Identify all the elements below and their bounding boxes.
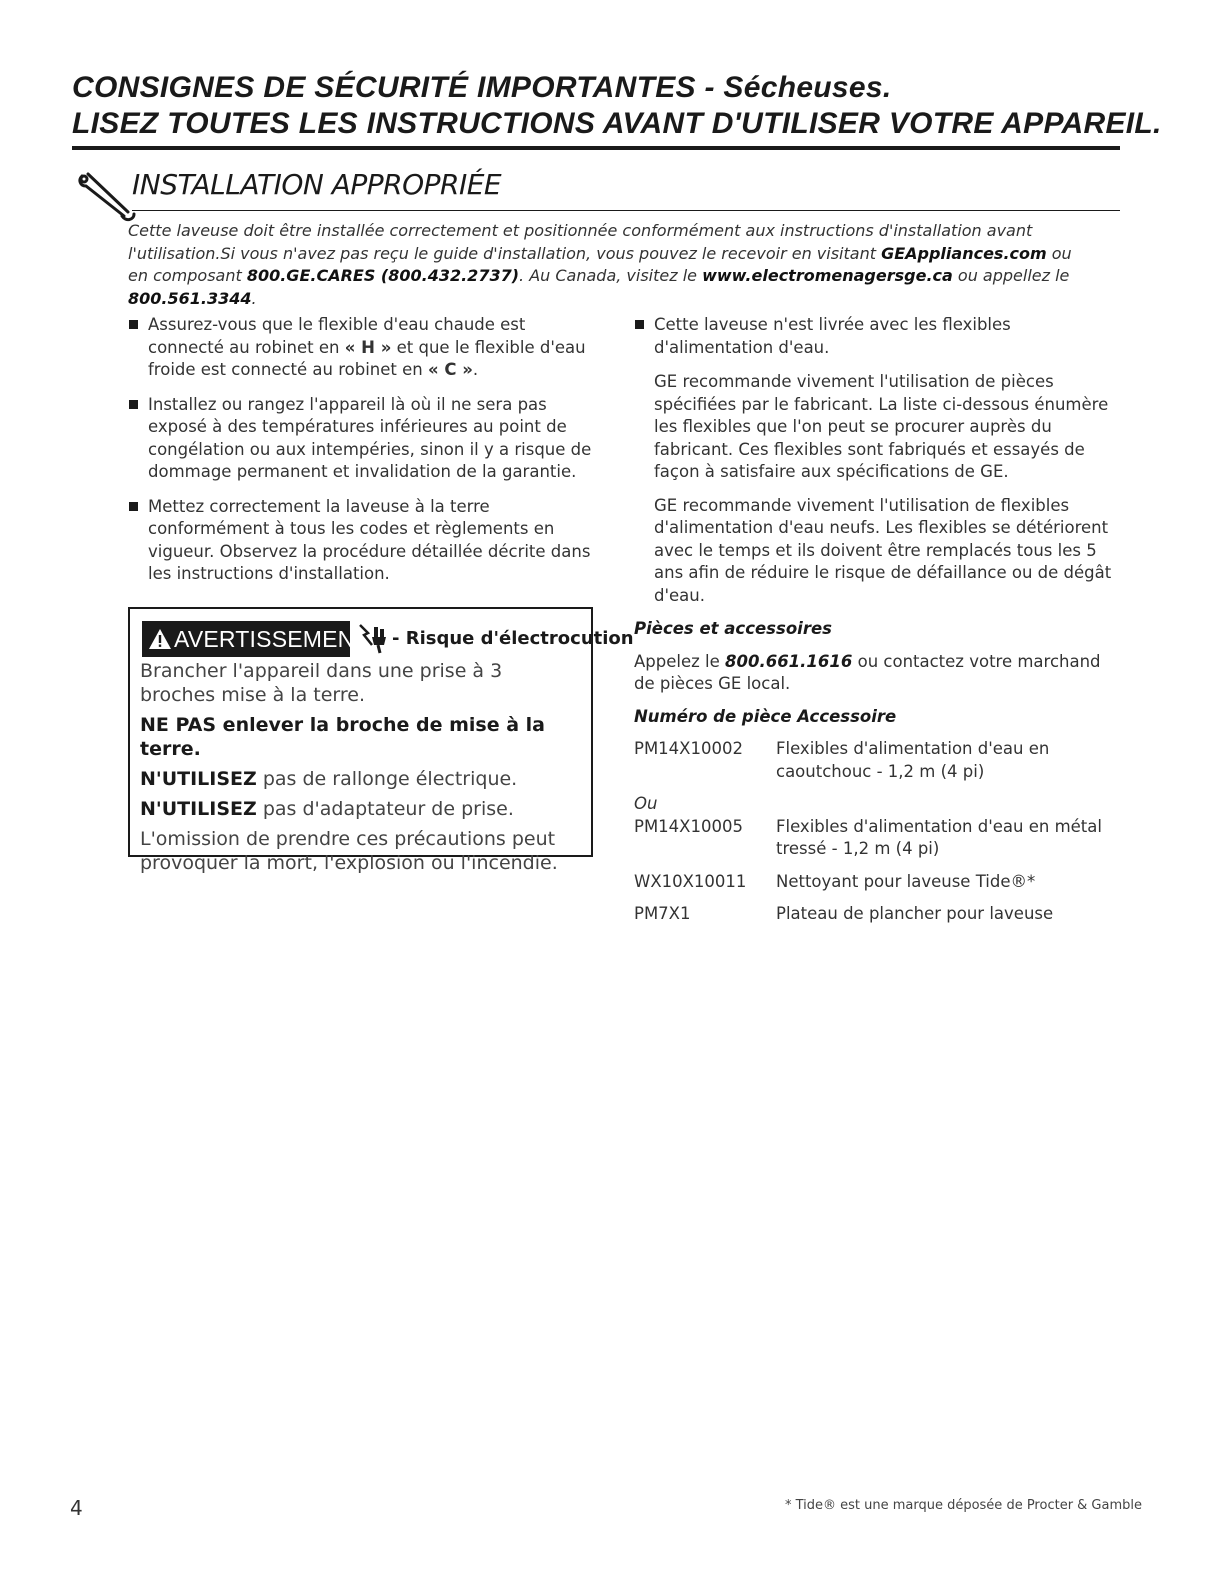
warning-triangle-icon bbox=[148, 628, 172, 650]
canada-website-link[interactable]: www.electromenagersge.ca bbox=[702, 266, 953, 285]
table-row bbox=[634, 793, 1120, 816]
parts-heading: Pièces et accessoires bbox=[634, 619, 832, 638]
bullet-text: Cette laveuse n'est livrée avec les flexibles d'alimentation d'eau. bbox=[654, 315, 1011, 357]
warning-body bbox=[140, 659, 580, 875]
page-number: 4 bbox=[70, 1496, 83, 1520]
part-number: WX10X10011 bbox=[634, 871, 747, 891]
paragraph: GE recommande vivement l'utilisation de pièces spécifiées par le fabricant. La liste ci-dessous énumère les flexibles que l'on peut se procurer auprès du fabricant. Ces flexibles sont fabriqués et essayés de façon à satisfaire aux spécifications de GE. bbox=[654, 372, 1109, 481]
part-description: Flexibles d'alimentation d'eau en métal tressé - 1,2 m (4 pi) bbox=[776, 816, 1102, 858]
parts-table-heading: Numéro de pièce Accessoire bbox=[634, 706, 897, 726]
call-text: ou contactez votre marchand de pièces GE local. bbox=[634, 651, 1101, 693]
warning-line: NE PAS enlever la broche de mise à la terre. bbox=[140, 714, 546, 760]
parts-call-text bbox=[634, 651, 1120, 696]
or-label: Ou bbox=[634, 794, 658, 813]
ge-website-link[interactable]: GEAppliances.com bbox=[881, 243, 1047, 263]
bullet-text: Installez ou rangez l'appareil là où il ne sera pas exposé à des températures inférieures au point de congélation ou aux intempéries, sinon il y a risque de dommage permanent et invalidation de la garantie. bbox=[148, 394, 592, 481]
part-description: Flexibles d'alimentation d'eau en caoutchouc - 1,2 m (4 pi) bbox=[776, 739, 1050, 781]
warning-emphasis: N'UTILISEZ bbox=[140, 768, 257, 790]
left-column bbox=[128, 314, 598, 598]
warning-risk-title: - Risque d'électrocution bbox=[392, 628, 634, 649]
warning-line: L'omission de prendre ces précautions peut provoquer la mort, l'explosion ou l'incendie. bbox=[140, 828, 558, 874]
section-divider bbox=[132, 210, 1120, 211]
table-row bbox=[634, 903, 1120, 936]
electric-shock-icon bbox=[356, 623, 390, 655]
trademark-footnote: * Tide® est une marque déposée de Procter & Gamble bbox=[784, 1498, 1142, 1513]
intro-text: . bbox=[251, 288, 257, 308]
paragraph: GE recommande vivement l'utilisation de flexibles d'alimentation d'eau neufs. Les flexibles se détériorent avec le temps et ils doivent être remplacés tous les 5 ans afin de réduire le risque de défaillance ou de dégât d'eau. bbox=[654, 495, 1112, 605]
warning-label: AVERTISSEMENT bbox=[174, 626, 369, 652]
intro-text: Cette laveuse doit être installée correctement et positionnée conformément aux instructions d'installation avant l'utilisation.Si vous n'avez pas reçu le guide d'installation, vous pouvez le recevoir en visitant bbox=[128, 221, 1033, 263]
part-number: PM14X10002 bbox=[634, 739, 743, 758]
square-bullet-icon bbox=[129, 400, 138, 409]
bullet-text: . bbox=[472, 360, 479, 379]
us-phone-number: 800.GE.CARES (800.432.2737) bbox=[246, 266, 520, 285]
bullet-text: et que le flexible d'eau froide est connecté au robinet en bbox=[148, 337, 586, 379]
list-item bbox=[128, 394, 598, 484]
parts-phone-number: 800.661.1616 bbox=[725, 651, 853, 671]
square-bullet-icon bbox=[635, 320, 644, 329]
bullet-text: Mettez correctement la laveuse à la terre conformément à tous les codes et règlements en vigueur. Observez la procédure détaillée décrite dans les instructions d'installation. bbox=[148, 496, 591, 583]
list-item bbox=[128, 314, 598, 382]
warning-emphasis: N'UTILISEZ bbox=[140, 798, 257, 820]
section-header bbox=[76, 168, 1120, 218]
part-number: PM14X10005 bbox=[634, 816, 743, 836]
intro-text: ou en composant bbox=[128, 243, 1072, 285]
bullet-text: Assurez-vous que le flexible d'eau chaude est connecté au robinet en bbox=[148, 315, 526, 357]
square-bullet-icon bbox=[129, 320, 138, 329]
warning-line: Brancher l'appareil dans une prise à 3 broches mise à la terre. bbox=[140, 660, 503, 706]
warning-line bbox=[140, 767, 580, 791]
page-subtitle: LISEZ TOUTES LES INSTRUCTIONS AVANT D'UTILISER VOTRE APPAREIL. bbox=[72, 106, 1120, 150]
square-bullet-icon bbox=[129, 502, 138, 511]
call-text: Appelez le bbox=[634, 651, 726, 671]
page-title: CONSIGNES DE SÉCURITÉ IMPORTANTES - Sécheuses. bbox=[72, 71, 892, 104]
warning-header bbox=[142, 621, 634, 657]
list-item bbox=[634, 314, 1120, 359]
table-row bbox=[634, 871, 1120, 904]
table-row bbox=[634, 738, 1120, 793]
part-number: PM7X1 bbox=[634, 904, 691, 923]
warning-box bbox=[128, 607, 634, 874]
warning-badge bbox=[142, 621, 369, 657]
table-row bbox=[634, 816, 1120, 871]
page-header bbox=[72, 70, 1162, 150]
list-item bbox=[128, 496, 598, 586]
intro-text: . Au Canada, visitez le bbox=[519, 266, 703, 285]
right-column bbox=[634, 314, 1120, 936]
part-description: Nettoyant pour laveuse Tide®* bbox=[776, 871, 1036, 891]
part-description: Plateau de plancher pour laveuse bbox=[776, 904, 1054, 923]
section-title: INSTALLATION APPROPRIÉE bbox=[132, 168, 502, 201]
intro-paragraph bbox=[128, 220, 1088, 310]
wrench-icon bbox=[76, 170, 136, 226]
hot-label: « H » bbox=[344, 337, 392, 357]
parts-table bbox=[634, 738, 1120, 936]
cold-label: « C » bbox=[427, 360, 473, 379]
canada-phone-number: 800.561.3344 bbox=[128, 288, 252, 308]
intro-text: ou appellez le bbox=[952, 266, 1070, 285]
warning-text: pas d'adaptateur de prise. bbox=[256, 798, 514, 820]
warning-text: pas de rallonge électrique. bbox=[256, 768, 518, 790]
warning-line bbox=[140, 797, 580, 821]
